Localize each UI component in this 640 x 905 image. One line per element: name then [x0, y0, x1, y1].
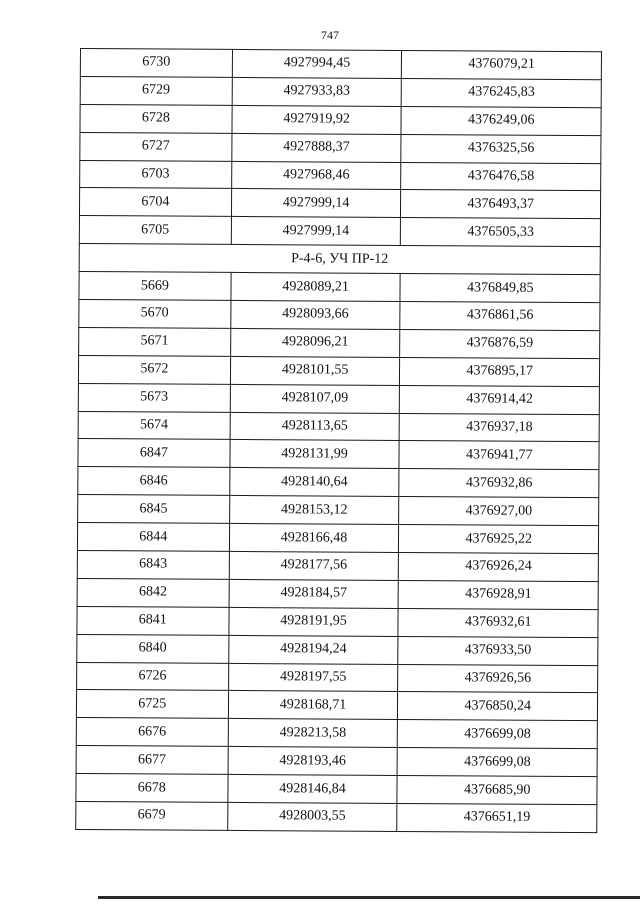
table-row: [76, 802, 597, 833]
x-coordinate-cell: 4928197,55: [228, 663, 398, 692]
x-coordinate-cell: 4928096,21: [230, 328, 400, 357]
y-coordinate-cell: 4376926,56: [398, 664, 598, 693]
x-coordinate-cell: 4927994,45: [232, 49, 402, 78]
point-number-cell: 6847: [78, 439, 230, 468]
y-coordinate-cell: 4376927,00: [399, 497, 599, 526]
table-row: [77, 606, 598, 637]
x-coordinate-cell: 4927919,92: [232, 105, 402, 134]
point-number-cell: 6677: [76, 746, 228, 775]
point-number-cell: 6705: [79, 216, 231, 245]
x-coordinate-cell: 4928168,71: [228, 691, 398, 720]
point-number-cell: 6728: [80, 104, 232, 133]
y-coordinate-cell: 4376925,22: [399, 525, 599, 554]
page-number: 747: [321, 28, 339, 42]
y-coordinate-cell: 4376325,56: [401, 134, 601, 163]
x-coordinate-cell: 4928184,57: [229, 579, 399, 608]
y-coordinate-cell: 4376861,56: [400, 301, 600, 330]
section-title: Р-4-6, УЧ ПР-12: [79, 244, 600, 275]
coordinates-table: [75, 48, 602, 833]
x-coordinate-cell: 4928166,48: [229, 524, 399, 553]
point-number-cell: 6846: [78, 467, 230, 496]
table-row: [80, 76, 601, 107]
point-number-cell: 5674: [78, 411, 230, 440]
x-coordinate-cell: 4928193,46: [228, 747, 398, 776]
table-row: [76, 774, 597, 805]
table-row: [80, 104, 601, 135]
y-coordinate-cell: 4376699,08: [398, 748, 598, 777]
point-number-cell: 6679: [76, 802, 228, 831]
y-coordinate-cell: 4376493,37: [401, 190, 601, 219]
y-coordinate-cell: 4376932,61: [398, 608, 598, 637]
table-row: [78, 411, 599, 442]
x-coordinate-cell: 4928194,24: [228, 635, 398, 664]
table-section-header: [79, 244, 600, 275]
x-coordinate-cell: 4928101,55: [230, 356, 400, 385]
x-coordinate-cell: 4928177,56: [229, 551, 399, 580]
point-number-cell: 6841: [77, 606, 229, 635]
y-coordinate-cell: 4376245,83: [402, 78, 602, 107]
table-row: [79, 327, 600, 358]
point-number-cell: 6845: [78, 495, 230, 524]
table-row: [77, 551, 598, 582]
x-coordinate-cell: 4928107,09: [230, 384, 400, 413]
y-coordinate-cell: 4376079,21: [402, 50, 602, 79]
x-coordinate-cell: 4927933,83: [232, 77, 402, 106]
x-coordinate-cell: 4928213,58: [228, 719, 398, 748]
table-row: [79, 272, 600, 303]
table-row: [79, 188, 600, 219]
table-row: [77, 523, 598, 554]
point-number-cell: 6729: [80, 76, 232, 105]
y-coordinate-cell: 4376850,24: [398, 692, 598, 721]
y-coordinate-cell: 4376926,24: [399, 552, 599, 581]
table-row: [76, 718, 597, 749]
point-number-cell: 6730: [80, 49, 232, 78]
x-coordinate-cell: 4927968,46: [231, 161, 401, 190]
table-row: [78, 495, 599, 526]
y-coordinate-cell: 4376876,59: [400, 329, 600, 358]
x-coordinate-cell: 4928146,84: [228, 775, 398, 804]
x-coordinate-cell: 4928153,12: [229, 496, 399, 525]
x-coordinate-cell: 4928113,65: [230, 412, 400, 441]
point-number-cell: 5671: [79, 327, 231, 356]
table-row: [79, 300, 600, 331]
y-coordinate-cell: 4376933,50: [398, 636, 598, 665]
point-number-cell: 6725: [76, 690, 228, 719]
point-number-cell: 6678: [76, 774, 228, 803]
table-row: [80, 132, 601, 163]
table-row: [78, 355, 599, 386]
y-coordinate-cell: 4376932,86: [399, 469, 599, 498]
table-row: [80, 160, 601, 191]
section-title-row: [79, 244, 600, 275]
y-coordinate-cell: 4376651,19: [397, 803, 597, 832]
point-number-cell: 5672: [78, 355, 230, 384]
page-bottom-edge: [98, 896, 640, 899]
table-section-bottom: [76, 272, 600, 833]
x-coordinate-cell: 4927888,37: [231, 133, 401, 162]
table-row: [80, 49, 601, 80]
x-coordinate-cell: 4928093,66: [230, 300, 400, 329]
y-coordinate-cell: 4376928,91: [399, 580, 599, 609]
table-row: [77, 578, 598, 609]
point-number-cell: 6704: [79, 188, 231, 217]
point-number-cell: 6840: [77, 634, 229, 663]
x-coordinate-cell: 4928140,64: [229, 468, 399, 497]
y-coordinate-cell: 4376249,06: [401, 106, 601, 135]
y-coordinate-cell: 4376914,42: [400, 385, 600, 414]
point-number-cell: 6676: [76, 718, 228, 747]
table-row: [76, 690, 597, 721]
x-coordinate-cell: 4927999,14: [231, 217, 401, 246]
y-coordinate-cell: 4376895,17: [400, 357, 600, 386]
table-row: [78, 383, 599, 414]
point-number-cell: 6844: [77, 523, 229, 552]
x-coordinate-cell: 4928131,99: [230, 440, 400, 469]
table-row: [78, 467, 599, 498]
table-row: [79, 216, 600, 247]
table-section-top: [79, 49, 601, 247]
point-number-cell: 5670: [79, 300, 231, 329]
table-row: [77, 634, 598, 665]
y-coordinate-cell: 4376685,90: [397, 776, 597, 805]
point-number-cell: 5669: [79, 272, 231, 301]
y-coordinate-cell: 4376849,85: [400, 274, 600, 303]
y-coordinate-cell: 4376476,58: [401, 162, 601, 191]
y-coordinate-cell: 4376941,77: [399, 441, 599, 470]
point-number-cell: 6703: [80, 160, 232, 189]
x-coordinate-cell: 4928089,21: [231, 273, 401, 302]
table-row: [76, 746, 597, 777]
y-coordinate-cell: 4376505,33: [401, 218, 601, 247]
point-number-cell: 6842: [77, 578, 229, 607]
point-number-cell: 5673: [78, 383, 230, 412]
point-number-cell: 6726: [77, 662, 229, 691]
table-row: [77, 662, 598, 693]
x-coordinate-cell: 4927999,14: [231, 189, 401, 218]
table-row: [78, 439, 599, 470]
y-coordinate-cell: 4376699,08: [398, 720, 598, 749]
point-number-cell: 6843: [77, 551, 229, 580]
point-number-cell: 6727: [80, 132, 232, 161]
y-coordinate-cell: 4376937,18: [400, 413, 600, 442]
x-coordinate-cell: 4928003,55: [227, 802, 397, 831]
x-coordinate-cell: 4928191,95: [229, 607, 399, 636]
